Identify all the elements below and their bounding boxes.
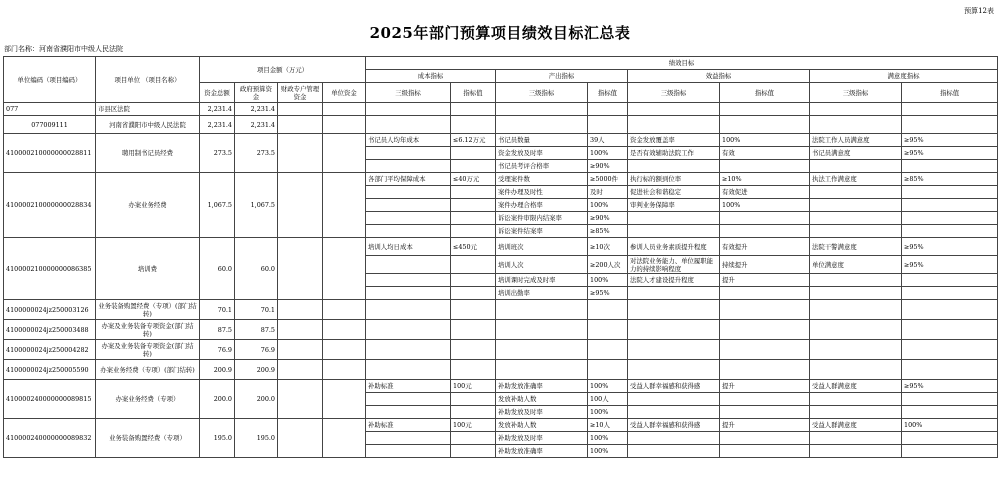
satisfaction-value — [902, 360, 998, 380]
benefit-value — [720, 393, 810, 406]
project-gov: 1,067.5 — [235, 173, 278, 238]
benefit-value — [720, 287, 810, 300]
output-indicator: 案件办理合格率 — [496, 199, 588, 212]
benefit-indicator: 执行标的额到位率 — [628, 173, 720, 186]
project-gov: 200.0 — [235, 380, 278, 419]
benefit-indicator — [628, 300, 720, 320]
output-value: ≥90% — [588, 160, 628, 173]
header-output-value: 指标值 — [588, 83, 628, 103]
project-unit-fund — [323, 340, 366, 360]
output-value — [588, 320, 628, 340]
unit-total: 2,231.4 — [200, 116, 235, 134]
header-output-level3: 三级指标 — [496, 83, 588, 103]
satisfaction-value: ≥95% — [902, 380, 998, 393]
summary-row — [4, 103, 998, 116]
benefit-indicator: 审判业务保障率 — [628, 199, 720, 212]
benefit-value — [720, 340, 810, 360]
satisfaction-value — [902, 274, 998, 287]
header-row-1 — [4, 57, 998, 70]
project-special — [278, 300, 323, 320]
form-number: 预算12表 — [964, 7, 994, 15]
project-row — [4, 360, 998, 380]
project-unit-fund — [323, 173, 366, 238]
cost-indicator — [366, 225, 451, 238]
project-gov: 60.0 — [235, 238, 278, 300]
output-value: ≥95% — [588, 287, 628, 300]
satisfaction-indicator: 受益人群满意度 — [810, 419, 902, 432]
benefit-value — [720, 360, 810, 380]
satisfaction-indicator — [810, 432, 902, 445]
project-row — [4, 380, 998, 393]
cost-value — [451, 256, 496, 274]
header-cost: 成本指标 — [366, 70, 496, 83]
summary-gov: 2,231.4 — [235, 103, 278, 116]
satisfaction-indicator: 单位满意度 — [810, 256, 902, 274]
output-indicator: 培训课时完成及时率 — [496, 274, 588, 287]
project-special — [278, 380, 323, 419]
cost-indicator — [366, 160, 451, 173]
benefit-indicator: 促进社会和谐稳定 — [628, 186, 720, 199]
benefit-indicator: 资金发放覆盖率 — [628, 134, 720, 147]
cost-indicator — [366, 212, 451, 225]
project-name: 办案业务经费（专项）(部门结转) — [96, 360, 200, 380]
output-value: ≥200人次 — [588, 256, 628, 274]
benefit-value: 提升 — [720, 274, 810, 287]
benefit-value — [720, 432, 810, 445]
satisfaction-indicator: 法院干警满意度 — [810, 238, 902, 256]
benefit-value — [720, 406, 810, 419]
cost-indicator — [366, 393, 451, 406]
header-benefit-level3: 三级指标 — [628, 83, 720, 103]
benefit-indicator — [628, 287, 720, 300]
benefit-value — [720, 320, 810, 340]
project-gov: 273.5 — [235, 134, 278, 173]
project-row — [4, 340, 998, 360]
satisfaction-indicator — [810, 406, 902, 419]
satisfaction-value: ≥95% — [902, 147, 998, 160]
project-special — [278, 320, 323, 340]
benefit-indicator: 参训人员业务素质提升程度 — [628, 238, 720, 256]
satisfaction-indicator — [810, 320, 902, 340]
header-gov-budget: 政府预算资金 — [235, 83, 278, 103]
summary-total: 2,231.4 — [200, 103, 235, 116]
unit-row — [4, 116, 998, 134]
header-special: 财政专户管理资金 — [278, 83, 323, 103]
benefit-indicator — [628, 432, 720, 445]
benefit-value: 100% — [720, 134, 810, 147]
header-performance-target: 绩效目标 — [366, 57, 998, 70]
benefit-value: 提升 — [720, 419, 810, 432]
cost-value — [451, 300, 496, 320]
cost-indicator — [366, 300, 451, 320]
cost-value — [451, 393, 496, 406]
header-cost-level3: 三级指标 — [366, 83, 451, 103]
output-value: 39人 — [588, 134, 628, 147]
project-row — [4, 134, 998, 147]
project-code: 410000210000000028811 — [4, 134, 96, 173]
benefit-indicator — [628, 360, 720, 380]
satisfaction-value — [902, 160, 998, 173]
cost-value: 100元 — [451, 380, 496, 393]
project-total: 273.5 — [200, 134, 235, 173]
benefit-indicator — [628, 393, 720, 406]
project-name: 业务装备购置经费（专项）(部门结转) — [96, 300, 200, 320]
project-code: 410000240000000089832 — [4, 419, 96, 458]
output-indicator: 发放补助人数 — [496, 393, 588, 406]
output-value: 100% — [588, 274, 628, 287]
benefit-indicator: 受益人群幸福感和获得感 — [628, 380, 720, 393]
benefit-value: 有效促进 — [720, 186, 810, 199]
header-satisfaction-level3: 三级指标 — [810, 83, 902, 103]
satisfaction-value: ≥95% — [902, 238, 998, 256]
project-special — [278, 340, 323, 360]
cost-indicator — [366, 186, 451, 199]
project-name: 培训费 — [96, 238, 200, 300]
header-total: 资金总额 — [200, 83, 235, 103]
output-value: 100人 — [588, 393, 628, 406]
cost-value — [451, 147, 496, 160]
satisfaction-value: 100% — [902, 419, 998, 432]
satisfaction-value — [902, 432, 998, 445]
cost-indicator: 培训人均日成本 — [366, 238, 451, 256]
satisfaction-value: ≥95% — [902, 134, 998, 147]
cost-value — [451, 199, 496, 212]
output-indicator — [496, 340, 588, 360]
benefit-indicator — [628, 445, 720, 458]
header-benefit: 效益指标 — [628, 70, 810, 83]
header-project-unit: 项目单位 （项目名称） — [96, 57, 200, 103]
header-amount: 项目金额（万元） — [200, 57, 366, 83]
satisfaction-indicator — [810, 300, 902, 320]
header-satisfaction: 满意度指标 — [810, 70, 998, 83]
output-indicator: 补助发放准确率 — [496, 445, 588, 458]
satisfaction-indicator: 执法工作满意度 — [810, 173, 902, 186]
benefit-value: 有效 — [720, 147, 810, 160]
header-satisfaction-value: 指标值 — [902, 83, 998, 103]
output-indicator — [496, 300, 588, 320]
output-indicator — [496, 320, 588, 340]
project-total: 87.5 — [200, 320, 235, 340]
project-special — [278, 360, 323, 380]
header-unit-fund: 单位资金 — [323, 83, 366, 103]
project-total: 60.0 — [200, 238, 235, 300]
project-total: 200.9 — [200, 360, 235, 380]
project-gov: 70.1 — [235, 300, 278, 320]
cost-value — [451, 445, 496, 458]
output-indicator: 发放补助人数 — [496, 419, 588, 432]
output-indicator — [496, 360, 588, 380]
satisfaction-indicator — [810, 340, 902, 360]
unit-gov: 2,231.4 — [235, 116, 278, 134]
output-value: 100% — [588, 445, 628, 458]
cost-indicator — [366, 274, 451, 287]
satisfaction-indicator — [810, 445, 902, 458]
cost-indicator — [366, 199, 451, 212]
satisfaction-indicator: 受益人群满意度 — [810, 380, 902, 393]
cost-value — [451, 406, 496, 419]
cost-value — [451, 432, 496, 445]
project-total: 76.9 — [200, 340, 235, 360]
satisfaction-value: ≥85% — [902, 173, 998, 186]
benefit-value: 有效提升 — [720, 238, 810, 256]
satisfaction-indicator — [810, 199, 902, 212]
satisfaction-value — [902, 445, 998, 458]
project-special — [278, 238, 323, 300]
header-unit-code: 单位编码（项目编码） — [4, 57, 96, 103]
output-value: 100% — [588, 432, 628, 445]
project-unit-fund — [323, 419, 366, 458]
benefit-indicator: 对法院业务能力、单位履职能力的持续影响程度 — [628, 256, 720, 274]
project-code: 410000210000000028834 — [4, 173, 96, 238]
cost-indicator — [366, 445, 451, 458]
project-name: 办案及业务装备专项资金(部门结转) — [96, 340, 200, 360]
output-indicator: 受理案件数 — [496, 173, 588, 186]
project-code: 4100000024jz250005590 — [4, 360, 96, 380]
output-value: 及时 — [588, 186, 628, 199]
project-code: 4100000024jz250003126 — [4, 300, 96, 320]
output-indicator: 案件办理及时性 — [496, 186, 588, 199]
satisfaction-indicator — [810, 274, 902, 287]
satisfaction-value — [902, 199, 998, 212]
project-row — [4, 238, 998, 256]
summary-code: 077 — [4, 103, 96, 116]
cost-indicator: 补助标准 — [366, 419, 451, 432]
project-special — [278, 419, 323, 458]
cost-value — [451, 360, 496, 380]
project-unit-fund — [323, 320, 366, 340]
project-unit-fund — [323, 360, 366, 380]
performance-table — [3, 56, 998, 458]
cost-indicator — [366, 320, 451, 340]
header-output: 产出指标 — [496, 70, 628, 83]
output-value: 100% — [588, 147, 628, 160]
project-total: 200.0 — [200, 380, 235, 419]
department-name: 部门名称：河南省濮阳市中级人民法院 — [4, 45, 123, 53]
cost-indicator — [366, 432, 451, 445]
cost-value — [451, 320, 496, 340]
satisfaction-indicator: 法院工作人员满意度 — [810, 134, 902, 147]
project-gov: 195.0 — [235, 419, 278, 458]
project-special — [278, 134, 323, 173]
satisfaction-value — [902, 186, 998, 199]
cost-value — [451, 274, 496, 287]
output-value: 100% — [588, 199, 628, 212]
project-total: 195.0 — [200, 419, 235, 458]
project-unit-fund — [323, 380, 366, 419]
cost-indicator: 书记员人均年成本 — [366, 134, 451, 147]
output-value: ≥85% — [588, 225, 628, 238]
satisfaction-indicator — [810, 186, 902, 199]
benefit-value — [720, 300, 810, 320]
benefit-value: 提升 — [720, 380, 810, 393]
satisfaction-value: ≥95% — [902, 256, 998, 274]
benefit-indicator: 是否有效辅助法院工作 — [628, 147, 720, 160]
benefit-value: 持续提升 — [720, 256, 810, 274]
output-value: ≥10人 — [588, 419, 628, 432]
benefit-indicator — [628, 406, 720, 419]
output-indicator: 补助发放准确率 — [496, 380, 588, 393]
cost-value — [451, 340, 496, 360]
cost-value — [451, 287, 496, 300]
header-benefit-value: 指标值 — [720, 83, 810, 103]
benefit-indicator: 受益人群幸福感和获得感 — [628, 419, 720, 432]
project-row — [4, 173, 998, 186]
output-indicator: 培训班次 — [496, 238, 588, 256]
cost-indicator — [366, 256, 451, 274]
output-value — [588, 300, 628, 320]
cost-value: ≤40万元 — [451, 173, 496, 186]
cost-indicator — [366, 406, 451, 419]
satisfaction-value — [902, 287, 998, 300]
cost-value: 100元 — [451, 419, 496, 432]
benefit-indicator — [628, 340, 720, 360]
benefit-value — [720, 225, 810, 238]
project-gov: 87.5 — [235, 320, 278, 340]
project-row — [4, 320, 998, 340]
benefit-indicator — [628, 160, 720, 173]
cost-value — [451, 186, 496, 199]
output-indicator: 诉讼案件结案率 — [496, 225, 588, 238]
satisfaction-indicator — [810, 287, 902, 300]
output-value — [588, 360, 628, 380]
cost-indicator — [366, 340, 451, 360]
project-name: 办案及业务装备专项资金(部门结转) — [96, 320, 200, 340]
project-unit-fund — [323, 300, 366, 320]
satisfaction-indicator — [810, 225, 902, 238]
benefit-value — [720, 212, 810, 225]
cost-value — [451, 160, 496, 173]
project-unit-fund — [323, 134, 366, 173]
output-indicator: 补助发放及时率 — [496, 432, 588, 445]
benefit-indicator — [628, 320, 720, 340]
project-code: 4100000024jz250004282 — [4, 340, 96, 360]
project-special — [278, 173, 323, 238]
satisfaction-value — [902, 225, 998, 238]
project-unit-fund — [323, 238, 366, 300]
satisfaction-value — [902, 300, 998, 320]
project-code: 410000210000000086385 — [4, 238, 96, 300]
benefit-indicator — [628, 225, 720, 238]
satisfaction-value — [902, 406, 998, 419]
header-cost-value: 指标值 — [451, 83, 496, 103]
satisfaction-indicator: 书记员满意度 — [810, 147, 902, 160]
cost-indicator — [366, 287, 451, 300]
cost-indicator — [366, 360, 451, 380]
project-code: 410000240000000089815 — [4, 380, 96, 419]
output-indicator: 补助发放及时率 — [496, 406, 588, 419]
output-value: ≥10次 — [588, 238, 628, 256]
summary-name: 市县区法院 — [96, 103, 200, 116]
project-name: 办案业务经费 — [96, 173, 200, 238]
cost-indicator — [366, 147, 451, 160]
project-name: 聘用制书记员经费 — [96, 134, 200, 173]
benefit-indicator — [628, 212, 720, 225]
project-gov: 76.9 — [235, 340, 278, 360]
benefit-value: 100% — [720, 199, 810, 212]
cost-value — [451, 225, 496, 238]
output-indicator: 书记员数量 — [496, 134, 588, 147]
satisfaction-value — [902, 393, 998, 406]
cost-indicator: 各部门平均保障成本 — [366, 173, 451, 186]
page-title: 2025年部门预算项目绩效目标汇总表 — [369, 24, 631, 42]
output-indicator: 诉讼案件审限内结案率 — [496, 212, 588, 225]
satisfaction-indicator — [810, 160, 902, 173]
satisfaction-indicator — [810, 212, 902, 225]
project-row — [4, 300, 998, 320]
satisfaction-value — [902, 212, 998, 225]
project-code: 4100000024jz250003488 — [4, 320, 96, 340]
satisfaction-indicator — [810, 360, 902, 380]
benefit-value — [720, 160, 810, 173]
cost-value: ≤6.12万元 — [451, 134, 496, 147]
output-indicator: 书记员考评合格率 — [496, 160, 588, 173]
cost-value — [451, 212, 496, 225]
benefit-value — [720, 445, 810, 458]
satisfaction-value — [902, 340, 998, 360]
project-total: 1,067.5 — [200, 173, 235, 238]
benefit-value: ≥10% — [720, 173, 810, 186]
output-value: ≥90% — [588, 212, 628, 225]
output-value — [588, 340, 628, 360]
output-indicator: 培训人次 — [496, 256, 588, 274]
output-value: ≥5000件 — [588, 173, 628, 186]
cost-value: ≤450元 — [451, 238, 496, 256]
output-value: 100% — [588, 380, 628, 393]
cost-indicator: 补助标准 — [366, 380, 451, 393]
benefit-indicator: 法院人才建设提升程度 — [628, 274, 720, 287]
project-name: 办案业务经费（专项） — [96, 380, 200, 419]
project-total: 70.1 — [200, 300, 235, 320]
output-indicator: 资金发放及时率 — [496, 147, 588, 160]
unit-code: 077009111 — [4, 116, 96, 134]
project-row — [4, 419, 998, 432]
satisfaction-indicator — [810, 393, 902, 406]
project-gov: 200.9 — [235, 360, 278, 380]
project-name: 业务装备购置经费（专项） — [96, 419, 200, 458]
unit-name: 河南省濮阳市中级人民法院 — [96, 116, 200, 134]
satisfaction-value — [902, 320, 998, 340]
output-value: 100% — [588, 406, 628, 419]
output-indicator: 培训出勤率 — [496, 287, 588, 300]
